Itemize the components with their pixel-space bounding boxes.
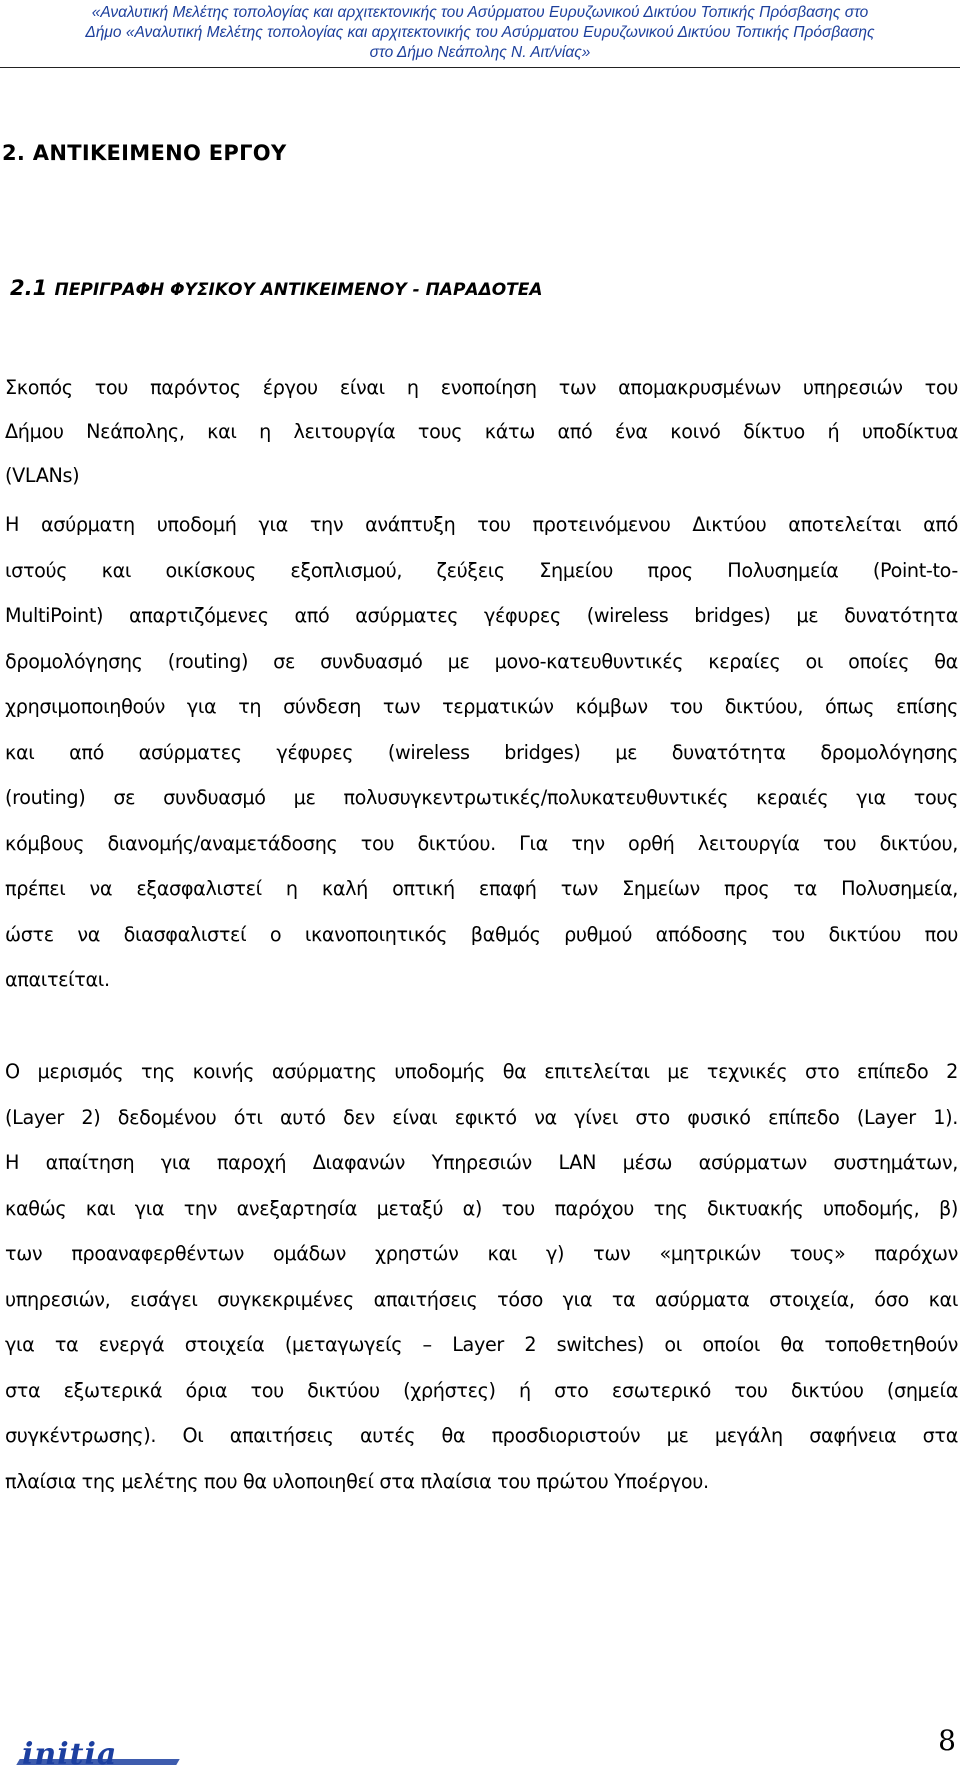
paragraph-line: (Layer 2) δεδομένου ότι αυτό δεν είναι εφικτό να γίνει στο φυσικό επίπεδο (Layer 1).	[5, 1105, 958, 1129]
paragraph-line: κόμβους διανομής/αναμετάδοσης του δικτύου. Για την ορθή λειτουργία του δικτύου,	[5, 831, 958, 855]
initia-logo: initia	[22, 1737, 118, 1772]
paragraph-line: MultiPoint) απαρτιζόμενες από ασύρματες γέφυρες (wireless bridges) με δυνατότητα	[5, 604, 958, 627]
paragraph-line: συγκέντρωσης). Οι απαιτήσεις αυτές θα προσδιοριστούν με μεγάλη σαφήνεια στα	[5, 1424, 958, 1447]
paragraph-line: Η απαίτηση για παροχή Διαφανών Υπηρεσιών LAN μέσω ασύρματων συστημάτων,	[5, 1151, 958, 1174]
paragraph-line: Σκοπός του παρόντος έργου είναι η ενοποίηση των απομακρυσμένων υπηρεσιών του	[5, 376, 958, 399]
paragraph-line: πλαίσια της μελέτης που θα υλοποιηθεί στα πλαίσια του πρώτου Υποέργου.	[5, 1469, 709, 1493]
paragraph-line: στα εξωτερικά όρια του δικτύου (χρήστες) ή στο εσωτερικό του δικτύου (σημεία	[5, 1378, 958, 1402]
paragraph-line: (routing) σε συνδυασμό με πολυσυγκεντρωτικές/πολυκατευθυντικές κεραιές για τους	[5, 786, 958, 809]
paragraph-line: απαιτείται.	[5, 968, 110, 991]
paragraph-line: Η ασύρματη υποδομή για την ανάπτυξη του προτεινόμενου Δικτύου αποτελείται από	[5, 513, 958, 536]
paragraph-line: καθώς και για την ανεξαρτησία μεταξύ α) του παρόχου της δικτυακής υποδομής, β)	[5, 1196, 958, 1220]
subsection-title: ΠΕΡΙΓΡΑΦΗ ΦΥΣΙΚΟΥ ΑΝΤΙΚΕΙΜΕΝΟΥ - ΠΑΡΑΔΟΤΕΑ	[54, 280, 543, 300]
paragraph-line: πρέπει να εξασφαλιστεί η καλή οπτική επαφή των Σημείων προς τα Πολυσημεία,	[5, 877, 958, 900]
paragraph-line: δρομολόγησης (routing) σε συνδυασμό με μονο-κατευθυντικές κεραίες οι οποίες θα	[5, 649, 958, 673]
paragraph-infrastructure	[5, 502, 958, 1003]
paragraph-line: (VLANs)	[5, 464, 80, 487]
paragraph-line: Ο μερισμός της κοινής ασύρματης υποδομής θα επιτελείται με τεχνικές στο επίπεδο 2	[5, 1060, 958, 1083]
header-line-2: Δήμο «Αναλυτική Μελέτης τοπολογίας και αρχιτεκτονικής του Ασύρματου Ευρυζωνικού Δικτύου Τοπικής Πρόσβασης	[85, 24, 875, 41]
paragraph-line: ιστούς και οικίσκους εξοπλισμού, ζεύξεις Σημείου προς Πολυσημεία (Point-to-	[5, 558, 958, 582]
running-header	[0, 0, 960, 68]
header-line-1: «Αναλυτική Μελέτης τοπολογίας και αρχιτεκτονικής του Ασύρματου Ευρυζωνικού Δικτύου Τοπικής Πρόσβασης στο	[91, 4, 869, 21]
section-title: 2. ΑΝΤΙΚΕΙΜΕΝΟ ΕΡΓΟΥ	[2, 141, 287, 165]
header-line-3: στο Δήμο Νεάπολης Ν. Αιτ/νίας»	[369, 44, 591, 61]
paragraph-line: των προαναφερθέντων ομάδων χρηστών και γ) των «μητρικών τους» παρόχων	[5, 1242, 958, 1265]
subsection-heading	[10, 276, 543, 300]
paragraph-line: χρησιμοποιηθούν για τη σύνδεση των τερματικών κόμβων του δικτύου, όπως επίσης	[5, 695, 958, 718]
paragraph-line: ώστε να διασφαλιστεί ο ικανοποιητικός βαθμός ρυθμού απόδοσης του δικτύου που	[5, 922, 958, 946]
subsection-number: 2.1	[10, 276, 48, 300]
paragraph-line: υπηρεσιών, εισάγει συγκεκριμένες απαιτήσεις τόσο για τα ασύρματα στοιχεία, όσο και	[5, 1287, 958, 1311]
paragraph-line: και από ασύρματες γέφυρες (wireless bridges) με δυνατότητα δρομολόγησης	[5, 740, 958, 764]
page-number: 8	[938, 1724, 956, 1757]
paragraph-sharing	[5, 1049, 958, 1504]
paragraph-line: Δήμου Νεάπολης, και η λειτουργία τους κάτω από ένα κοινό δίκτυο ή υποδίκτυα	[5, 420, 958, 443]
paragraph-purpose	[5, 366, 958, 498]
paragraph-line: για τα ενεργά στοιχεία (μεταγωγείς – Layer 2 switches) οι οποίοι θα τοποθετηθούν	[5, 1333, 958, 1356]
